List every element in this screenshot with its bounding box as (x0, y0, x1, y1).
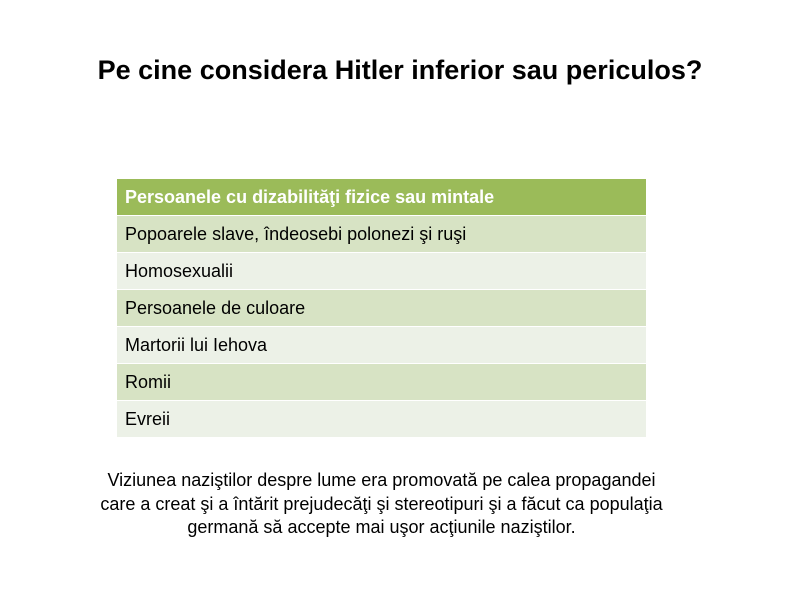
slide-caption: Viziunea naziştilor despre lume era promovată pe calea propagandei care a creat şi a întărit prejudecăţi şi stereotipuri şi a făcut ca populaţia germană să accepte mai uşor acţiunile naziştilor. (100, 470, 663, 537)
table-cell: Homosexualii (117, 253, 646, 290)
table-header-row (117, 179, 646, 216)
table-header-cell: Persoanele cu dizabilităţi fizice sau mintale (117, 179, 646, 216)
table-cell: Martorii lui Iehova (117, 327, 646, 364)
table-row (117, 216, 646, 253)
table-cell: Persoanele de culoare (117, 290, 646, 327)
table-row (117, 401, 646, 438)
table-row (117, 253, 646, 290)
slide-title: Pe cine considera Hitler inferior sau periculos? (97, 55, 703, 85)
table-row (117, 290, 646, 327)
table-row (117, 364, 646, 401)
table-cell: Evreii (117, 401, 646, 438)
table-cell: Romii (117, 364, 646, 401)
table-row (117, 327, 646, 364)
category-table (117, 179, 646, 438)
table-cell: Popoarele slave, îndeosebi polonezi şi ruşi (117, 216, 646, 253)
